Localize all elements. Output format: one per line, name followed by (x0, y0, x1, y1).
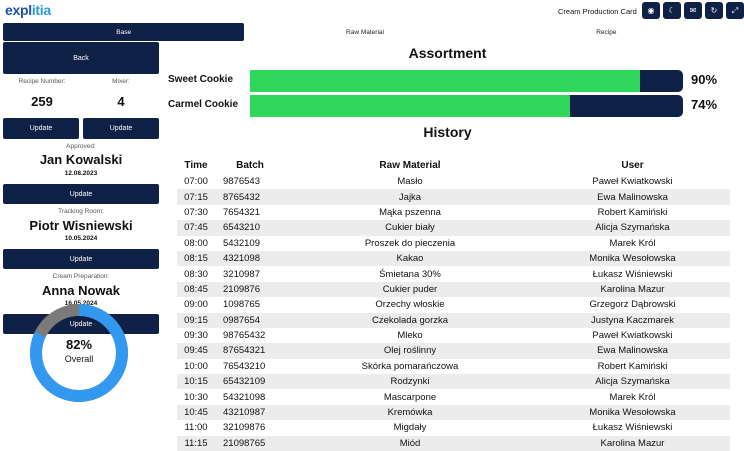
refresh-icon[interactable]: ↻ (705, 2, 723, 19)
cell-raw-material: Proszek do pieczenia (364, 237, 456, 249)
cell-time: 07:45 (184, 222, 208, 234)
column-header-raw-material: Raw Material (379, 160, 441, 171)
cell-batch: 98765432 (223, 330, 266, 342)
table-row (177, 343, 730, 358)
cell-batch: 8765432 (223, 191, 260, 203)
assortment-row (165, 95, 730, 117)
overall-percent: 82% (65, 337, 93, 352)
cell-batch: 32109876 (223, 422, 266, 434)
table-row (177, 328, 730, 343)
cell-raw-material: Skórka pomarańczowa (361, 360, 459, 372)
logo-text-part1: expl (5, 2, 32, 18)
cell-time: 08:00 (184, 237, 208, 249)
cell-time: 08:45 (184, 283, 208, 295)
table-row (177, 405, 730, 420)
cell-time: 09:45 (184, 345, 208, 357)
cell-raw-material: Orzechy włoskie (375, 299, 445, 311)
cell-user: Karolina Mazur (600, 437, 665, 449)
cell-user: Paweł Kwiatkowski (592, 330, 673, 342)
tab-raw-material[interactable]: Raw Material (346, 28, 384, 36)
table-row (177, 282, 730, 297)
back-button[interactable]: Back (3, 42, 159, 74)
cell-batch: 5432109 (223, 237, 260, 249)
cell-user: Grzegorz Dąbrowski (589, 299, 676, 311)
table-row (177, 359, 730, 374)
cell-time: 10:00 (184, 360, 208, 372)
cell-time: 08:30 (184, 268, 208, 280)
tab-recipe[interactable]: Recipe (596, 28, 617, 36)
cell-raw-material: Jajka (398, 191, 422, 203)
cell-raw-material: Kremówka (387, 407, 433, 419)
update-recipe-button[interactable]: Update (3, 118, 79, 139)
recipe-number-label: Recipe Number: (18, 78, 66, 85)
history-title: History (423, 124, 472, 140)
cell-raw-material: Czekolada gorzka (371, 314, 449, 326)
main-content (165, 42, 730, 450)
cell-user: Justyna Kaczmarek (591, 314, 674, 326)
cell-time: 10:45 (184, 407, 208, 419)
approved-name: Jan Kowalski (39, 152, 123, 167)
cell-user: Paweł Kwiatkowski (592, 176, 673, 188)
cell-user: Robert Kamiński (597, 206, 668, 218)
cell-user: Alicja Szymańska (595, 222, 670, 234)
tracking-room-label: Tracking Room: (58, 208, 104, 215)
history-table (177, 157, 730, 451)
assortment-progress-track (250, 70, 683, 92)
table-row (177, 436, 730, 451)
table-row (177, 205, 730, 220)
cell-user: Karolina Mazur (600, 283, 665, 295)
update-approved-button[interactable]: Update (3, 184, 159, 204)
cell-raw-material: Rodzynki (390, 376, 430, 388)
tracking-room-name: Piotr Wisniewski (29, 218, 133, 233)
cell-raw-material: Mascarpone (383, 391, 437, 403)
approved-label: Approved: (66, 143, 96, 150)
cell-user: Marek Król (609, 391, 656, 403)
cell-time: 09:30 (184, 330, 208, 342)
moon-icon[interactable]: ☾ (663, 2, 681, 19)
overall-donut-chart (29, 303, 129, 403)
tracking-room-date: 10.05.2024 (64, 235, 98, 242)
cell-user: Ewa Malinowska (597, 345, 668, 357)
approved-date: 12.08.2023 (64, 170, 98, 177)
recipe-number-value: 259 (31, 94, 53, 109)
tab-bar (3, 23, 727, 41)
cell-time: 09:00 (184, 299, 208, 311)
cell-time: 11:00 (184, 422, 208, 434)
cell-time: 08:15 (184, 253, 208, 265)
cell-time: 07:00 (184, 176, 208, 188)
mixer-value: 4 (117, 94, 125, 109)
cell-user: Robert Kamiński (597, 360, 668, 372)
cell-user: Łukasz Wiśniewski (592, 268, 673, 280)
table-row (177, 251, 730, 266)
cell-batch: 54321098 (223, 391, 266, 403)
table-row (177, 220, 730, 235)
cell-batch: 3210987 (223, 268, 260, 280)
assortment-title: Assortment (408, 45, 487, 61)
assortment-progress-fill (250, 70, 640, 92)
update-cream-button[interactable]: Update (3, 314, 159, 334)
column-header-user: User (621, 160, 644, 171)
column-header-batch: Batch (236, 160, 264, 171)
cell-user: Alicja Szymańska (595, 376, 670, 388)
cell-time: 11:15 (184, 437, 208, 449)
cell-raw-material: Mąka pszenna (379, 206, 441, 218)
logo-text-part2: itia (31, 2, 51, 18)
cell-raw-material: Migdały (393, 422, 427, 434)
table-row (177, 189, 730, 204)
cream-preparation-date: 16.05.2024 (64, 300, 98, 307)
assortment-row (165, 70, 730, 92)
cell-batch: 76543210 (223, 360, 266, 372)
cell-batch: 2109876 (223, 283, 260, 295)
assortment-progress-track (250, 95, 683, 117)
update-mixer-button[interactable]: Update (83, 118, 159, 139)
cell-user: Łukasz Wiśniewski (592, 422, 673, 434)
assortment-item-name: Sweet Cookie (168, 74, 234, 85)
cell-raw-material: Śmietana 30% (379, 268, 441, 280)
cell-batch: 65432109 (223, 376, 266, 388)
cream-preparation-label: Cream Preparation: (52, 273, 110, 280)
mixer-label: Mixer: (112, 78, 130, 85)
cell-batch: 7654321 (223, 206, 260, 218)
cell-user: Monika Wesołowska (589, 253, 676, 265)
table-row (177, 174, 730, 189)
cell-raw-material: Kakao (396, 253, 424, 265)
tab-base[interactable]: Base (3, 23, 244, 41)
table-row (177, 236, 730, 251)
assortment-progress-fill (250, 95, 570, 117)
cell-raw-material: Cukier puder (382, 283, 438, 295)
cream-preparation-name: Anna Nowak (41, 283, 120, 298)
expand-icon[interactable]: ⤢ (726, 2, 744, 19)
table-row (177, 313, 730, 328)
cell-user: Ewa Malinowska (597, 191, 668, 203)
cell-time: 07:30 (184, 206, 208, 218)
cell-batch: 21098765 (223, 437, 266, 449)
cell-batch: 43210987 (223, 407, 266, 419)
table-row (177, 389, 730, 404)
cell-time: 10:30 (184, 391, 208, 403)
table-row (177, 266, 730, 281)
globe-icon[interactable]: ◉ (642, 2, 660, 19)
assortment-item-percent: 74% (691, 97, 718, 112)
cell-batch: 6543210 (223, 222, 260, 234)
cell-raw-material: Olej roślinny (383, 345, 437, 357)
cell-batch: 0987654 (223, 314, 260, 326)
card-title: Cream Production Card (558, 7, 637, 16)
overall-label: Overall (64, 354, 94, 364)
column-header-time: Time (184, 160, 208, 171)
cell-raw-material: Cukier biały (385, 222, 435, 234)
logo (5, 2, 51, 18)
cell-batch: 9876543 (223, 176, 260, 188)
assortment-item-name: Carmel Cookie (168, 99, 239, 110)
cell-raw-material: Miód (399, 437, 421, 449)
cell-batch: 1098765 (223, 299, 260, 311)
table-row (177, 420, 730, 435)
update-tracking-button[interactable]: Update (3, 249, 159, 269)
cell-batch: 4321098 (223, 253, 260, 265)
cell-time: 07:15 (184, 191, 208, 203)
cell-time: 09:15 (184, 314, 208, 326)
cell-time: 10:15 (184, 376, 208, 388)
cell-batch: 87654321 (223, 345, 266, 357)
assortment-item-percent: 90% (691, 72, 718, 87)
mail-icon[interactable]: ✉ (684, 2, 702, 19)
top-icon-group (642, 2, 744, 19)
cell-raw-material: Masło (397, 176, 423, 188)
history-header-row (177, 157, 730, 174)
cell-user: Monika Wesołowska (589, 407, 676, 419)
table-row (177, 374, 730, 389)
top-bar (0, 0, 739, 22)
cell-user: Marek Król (609, 237, 656, 249)
table-row (177, 297, 730, 312)
cell-raw-material: Mleko (397, 330, 423, 342)
